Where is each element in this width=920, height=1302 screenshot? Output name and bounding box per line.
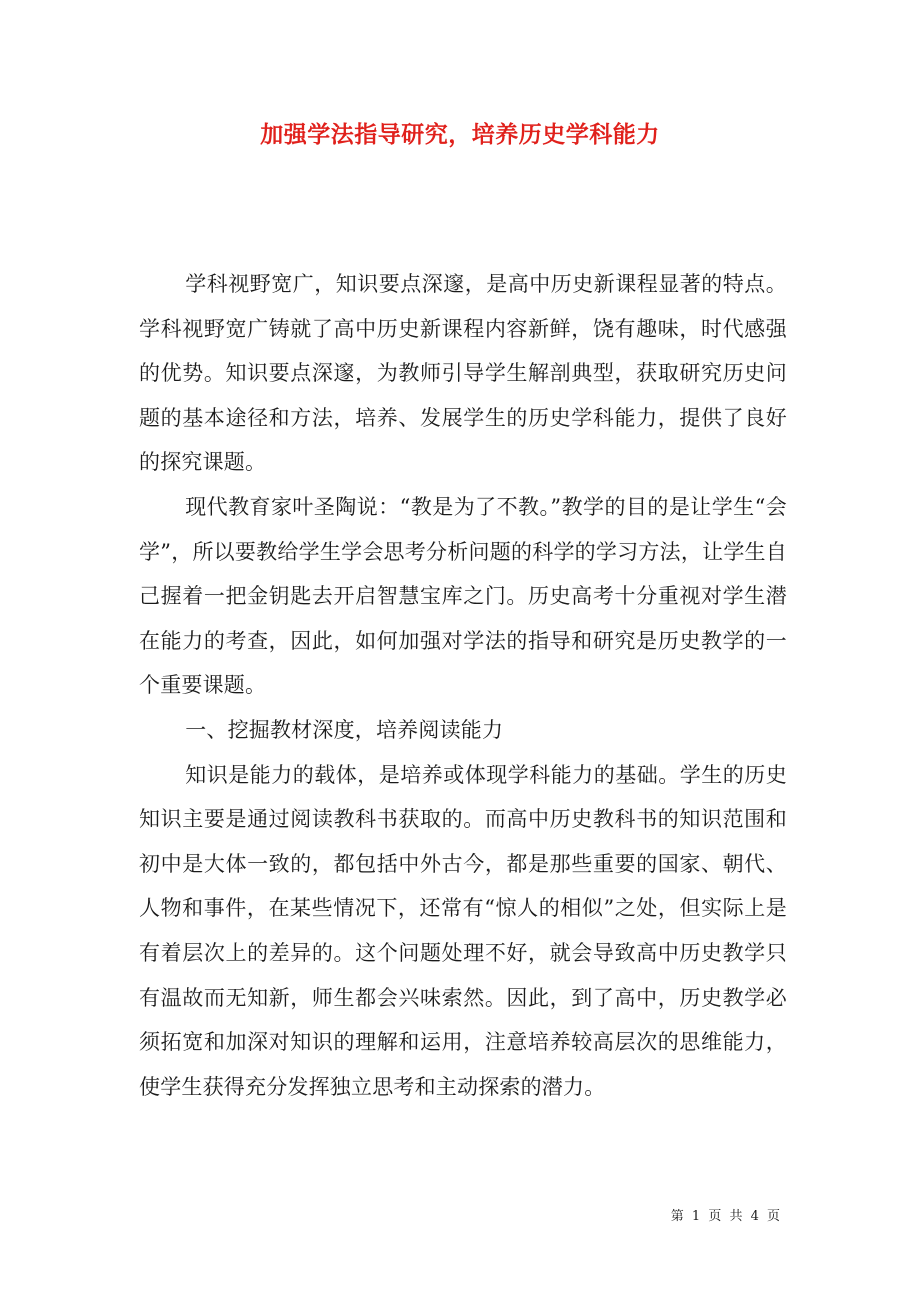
paragraph-3: 知识是能力的载体，是培养或体现学科能力的基础。学生的历史知识主要是通过阅读教科书获取的。而高中历史教科书的知识范围和初中是大体一致的，都包括中外古今，都是那些重要的国家、朝代、人物和事件，在某些情况下，还常有“惊人的相似”之处，但实际上是有着层次上的差异的。这个问题处理不好，就会导致高中历史教学只有温故而无知新，师生都会兴味索然。因此，到了高中，历史教学必须拓宽和加深对知识的理解和运用，注意培养较高层次的思维能力，使学生获得充分发挥独立思考和主动探索的潜力。 <box>139 762 787 1099</box>
page-number: 第 1 页 共 4 页 <box>670 1209 782 1224</box>
section-heading-1: 一、挖掘教材深度，培养阅读能力 <box>185 717 504 742</box>
paragraph-2: 现代教育家叶圣陶说：“教是为了不教。”教学的目的是让学生“会学”，所以要教给学生学会思考分析问题的科学的学习方法，让学生自己握着一把金钥匙去开启智慧宝库之门。历史高考十分重视对学生潜在能力的考查，因此，如何加强对学法的指导和研究是历史教学的一个重要课题。 <box>139 494 787 698</box>
paragraph-1: 学科视野宽广，知识要点深邃，是高中历史新课程显著的特点。学科视野宽广铸就了高中历史新课程内容新鲜，饶有趣味，时代感强的优势。知识要点深邃，为教师引导学生解剖典型，获取研究历史问题的基本途径和方法，培养、发展学生的历史学科能力，提供了良好的探究课题。 <box>139 272 787 475</box>
document-body <box>139 262 787 1109</box>
document-title: 加强学法指导研究，培养历史学科能力 <box>260 121 660 148</box>
